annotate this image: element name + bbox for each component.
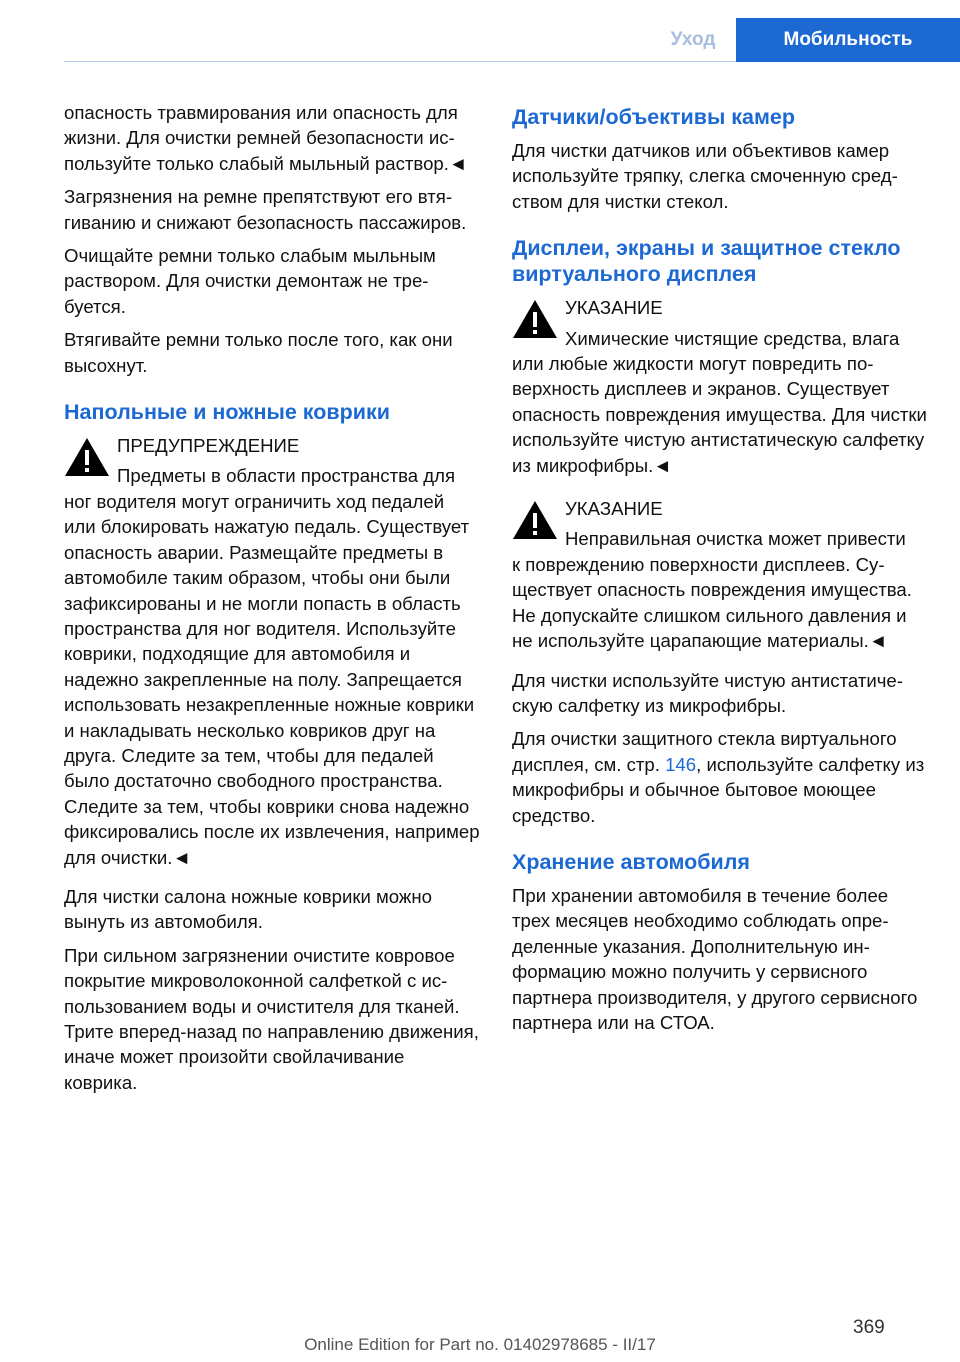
paragraph: Для чистки салона ножные коврики можно вынуть из автомобиля. xyxy=(64,885,432,933)
section-heading-storage: Хранение автомобиля xyxy=(512,849,750,874)
notice-header xyxy=(565,295,899,351)
paragraph: Втягивайте ремни только после того, как они высохнут. xyxy=(64,329,453,376)
tab-mobility[interactable]: Мобильность xyxy=(736,18,960,62)
paragraph: Для чистки используйте чистую антистатическую салфетку из микрофибры. xyxy=(512,669,903,716)
paragraph: При хранении автомобиля в течение более трех месяцев необходимо соблюдать определенные указания. Дополнительную информацию можно получить у сервисного партнера производителя, у другого сервисного партнера или на СТОА. xyxy=(512,884,918,1033)
right-column xyxy=(512,100,928,1043)
notice-block xyxy=(512,295,928,351)
paragraph xyxy=(512,726,928,828)
section-heading-displays: Дисплеи, экраны и защитное стекло виртуального дисплея xyxy=(512,236,901,287)
warning-triangle-icon xyxy=(512,500,558,540)
notice-block xyxy=(512,496,928,552)
notice-title: УКАЗАНИЕ xyxy=(565,297,663,319)
page-number: 369 xyxy=(853,1317,885,1338)
warning-block xyxy=(64,433,480,489)
paragraph: Загрязнения на ремне препятствуют его втягиванию и снижают безопасность пассажиров. xyxy=(64,186,467,233)
left-column xyxy=(64,100,480,1103)
notice-text-first-line: Неправильная очистка может привести xyxy=(565,528,906,550)
tab-care[interactable]: Уход xyxy=(670,28,716,50)
warning-text-first-line: Предметы в области пространства для xyxy=(117,465,456,487)
notice-text: или любые жидкости могут повредить поверхность дисплеев и экранов. Существует опасность повреждения имущества. Для чистки используйте чистую антистатическую салфетку из микрофибры.◄ xyxy=(512,353,927,476)
section-heading-sensors: Датчики/объективы камер xyxy=(512,105,795,129)
warning-triangle-icon xyxy=(64,437,110,477)
notice-text: к повреждению поверхности дисплеев. Существует опасность повреждения имущества. Не допускайте слишком сильного давления и не используйте царапающие материалы.◄ xyxy=(512,553,912,652)
paragraph: опасность травмирования или опасность для жизни. Для очистки ремней безопасности используйте только слабый мыльный раствор.◄ xyxy=(64,102,468,174)
warning-text: ног водителя могут ограничить ход педалей или блокировать нажатую педаль. Существует опасность аварии. Размещайте предметы в автомобиле таким образом, чтобы они были зафиксированы и не могли попасть в область пространства для ног водителя. Используйте коврики, подходящие для автомобиля и надежно закрепленные на полу. Запрещается использовать незакрепленные ножные коврики и накладывать несколько ковриков друг на друга. Следите за тем, чтобы для педалей было достаточно свободного пространства. Следите за тем, чтобы коврики снова надежно фиксировались после их извлечения, например для очистки.◄ xyxy=(64,490,480,868)
footer-edition: Online Edition for Part no. 01402978685 - II/17 xyxy=(304,1335,656,1354)
warning-triangle-icon xyxy=(512,299,558,339)
paragraph: При сильном загрязнении очистите ковровое покрытие микроволоконной салфеткой с использованием воды и очистителя для тканей. Трите вперед-назад по направлению движения, иначе может произойти свойлачивание коврика. xyxy=(64,944,479,1093)
paragraph-text: Для очистки защитного стекла виртуального дисплея, см. стр. xyxy=(512,728,897,775)
paragraph: Очищайте ремни только слабым мыльным раствором. Для очистки демонтаж не требуется. xyxy=(64,245,436,317)
notice-title: УКАЗАНИЕ xyxy=(565,498,663,520)
notice-header xyxy=(565,496,906,552)
warning-title: ПРЕДУПРЕЖДЕНИЕ xyxy=(117,435,300,457)
notice-text-first-line: Химические чистящие средства, влага xyxy=(565,327,900,349)
paragraph-text: , используйте салфетку из микрофибры и обычное бытовое моющее средство. xyxy=(512,753,925,826)
warning-header xyxy=(117,433,455,489)
page-reference-link[interactable]: 146 xyxy=(665,753,697,775)
paragraph: Для чистки датчиков или объективов камер используйте тряпку, слегка смоченную средством для чистки стекол. xyxy=(512,140,898,212)
section-heading-floor-mats: Напольные и ножные коврики xyxy=(64,400,390,425)
